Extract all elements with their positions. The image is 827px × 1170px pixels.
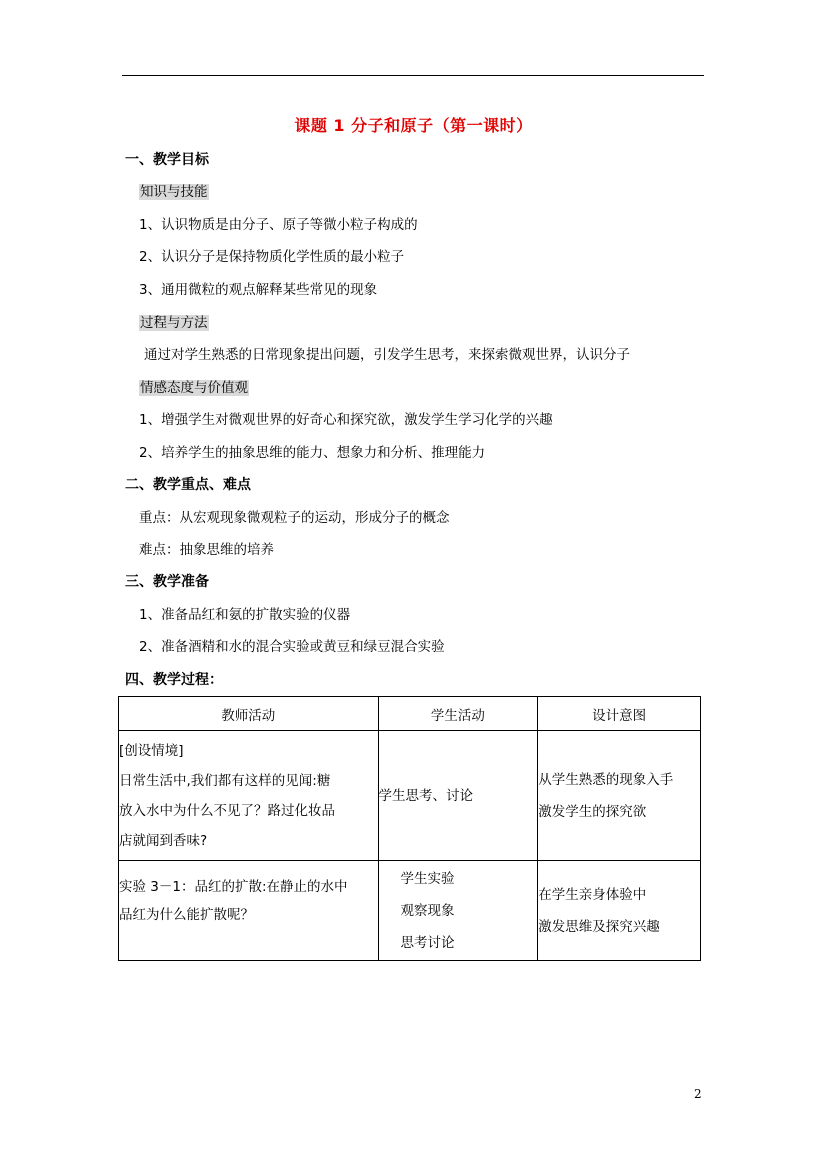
student-activity-cell	[378, 861, 538, 961]
section-process-heading: 四、教学过程：	[125, 672, 223, 688]
cell-line: 学生实验	[400, 870, 455, 887]
section-goals-heading: 一、教学目标	[125, 152, 209, 168]
preparation-item: 1、准备品红和氨的扩散实验的仪器	[139, 607, 351, 623]
cell-line: 思考讨论	[400, 934, 455, 951]
cell-line: 在学生亲身体验中	[538, 886, 647, 903]
table-row	[119, 731, 701, 861]
cell-line: 实验 3－1：品红的扩散:在静止的水中	[119, 879, 348, 895]
student-activity-cell	[378, 731, 538, 861]
process-methods-text: 通过对学生熟悉的日常现象提出问题，引发学生思考，来探索微观世界，认识分子	[144, 347, 630, 363]
cell-line: 激发思维及探究兴趣	[538, 918, 660, 935]
document-title: 课题 1 分子和原子（第一课时）	[294, 116, 533, 135]
teacher-activity-cell	[119, 731, 379, 861]
preparation-item: 2、准备酒精和水的混合实验或黄豆和绿豆混合实验	[139, 639, 445, 655]
process-methods-label: 过程与方法	[140, 315, 208, 331]
cell-line: 店就闻到香味?	[119, 832, 208, 849]
difficult-point-text: 难点：抽象思维的培养	[139, 542, 274, 558]
attitude-values-label: 情感态度与价值观	[140, 380, 248, 396]
column-header-intent: 设计意图	[538, 697, 701, 731]
section-preparation-heading: 三、教学准备	[125, 574, 209, 590]
cell-line: 观察现象	[400, 902, 455, 919]
teaching-process-table	[118, 696, 701, 961]
attitude-item: 1、增强学生对微观世界的好奇心和探究欲，激发学生学习化学的兴趣	[139, 412, 553, 428]
teacher-activity-cell	[119, 861, 379, 961]
cell-line: 从学生熟悉的现象入手	[538, 771, 674, 788]
cell-line: 日常生活中,我们都有这样的见闻:糖	[119, 772, 331, 789]
header-rule	[122, 75, 704, 76]
cell-line: [创设情境]	[119, 742, 184, 759]
design-intent-cell	[538, 731, 701, 861]
page-number: 2	[694, 1087, 702, 1101]
cell-line: 学生思考、讨论	[378, 787, 474, 804]
cell-line: 放入水中为什么不见了？路过化妆品	[119, 802, 335, 819]
attitude-item: 2、培养学生的抽象思维的能力、想象力和分析、推理能力	[139, 445, 486, 461]
table-header-row	[119, 697, 701, 731]
key-point-text: 重点：从宏观现象微观粒子的运动，形成分子的概念	[139, 510, 450, 526]
column-header-student: 学生活动	[378, 697, 538, 731]
design-intent-cell	[538, 861, 701, 961]
column-header-teacher: 教师活动	[119, 697, 379, 731]
knowledge-item: 2、认识分子是保持物质化学性质的最小粒子	[139, 249, 405, 265]
knowledge-skills-label: 知识与技能	[140, 184, 208, 200]
cell-line: 激发学生的探究欲	[538, 803, 647, 820]
cell-line: 品红为什么能扩散呢？	[119, 907, 254, 923]
table-row	[119, 861, 701, 961]
section-keypoints-heading: 二、教学重点、难点	[125, 477, 251, 493]
knowledge-item: 1、认识物质是由分子、原子等微小粒子构成的	[139, 217, 418, 233]
knowledge-item: 3、通用微粒的观点解释某些常见的现象	[139, 282, 378, 298]
